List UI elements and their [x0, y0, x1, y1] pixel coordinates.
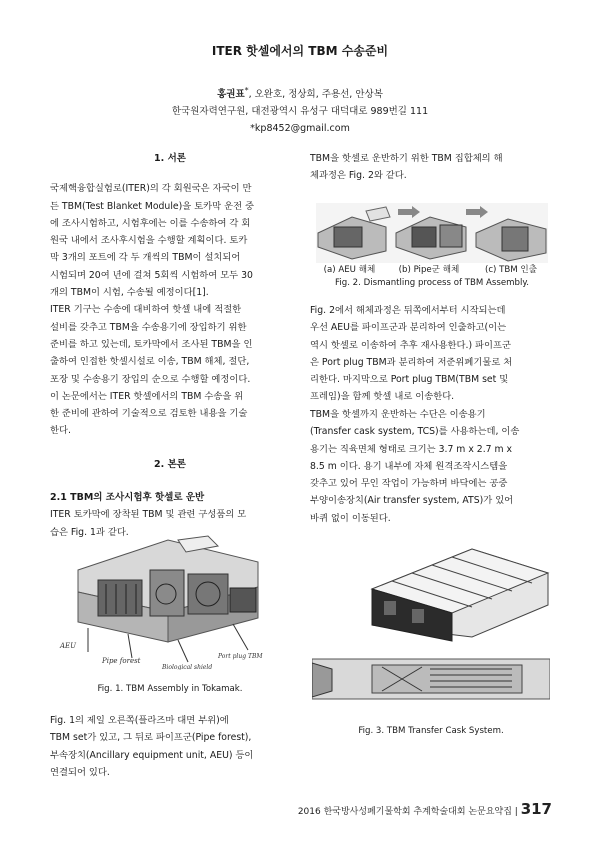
- intro-paragraph-1: [50, 180, 290, 301]
- intro-paragraph-2: [50, 301, 290, 439]
- figure-2b-label: (b) Pipe군 해체: [398, 265, 460, 275]
- paper-title: ITER 핫셀에서의 TBM 수송준비: [211, 44, 389, 58]
- text-line: TBM을 핫셀까지 운반하는 수단은 이송용기: [310, 409, 486, 420]
- fig1-label-aeu: AEU: [60, 642, 77, 650]
- footer-separator: |: [514, 807, 518, 817]
- text-line: 프레임)을 함께 핫셀 내로 이송한다.: [310, 391, 455, 403]
- intro-heading: 1. 서론: [154, 153, 186, 164]
- text-line: 연결되어 있다.: [50, 766, 110, 778]
- page-footer: [298, 800, 552, 818]
- subsection-heading: 2.1 TBM의 조사시험후 핫셀로 운반: [50, 492, 205, 504]
- text-line: 리한다. 마지막으로 Port plug TBM(TBM set 및: [310, 374, 509, 386]
- body-heading: 2. 본론: [154, 458, 186, 470]
- right-paragraph-1: [310, 150, 553, 185]
- text-line: 원국 내에서 조사후시험을 수행할 계획이다. 토카: [50, 235, 248, 247]
- co-authors: , 오완호, 정상희, 주용선, 안상복: [248, 89, 383, 101]
- text-line: 개의 TBM이 시험, 수송될 예정이다[1].: [50, 287, 209, 299]
- text-line: TBM set가 있고, 그 뒤로 파이프군(Pipe forest),: [50, 732, 252, 744]
- text-line: 습은 Fig. 1과 같다.: [50, 526, 129, 538]
- text-line: 국제핵융합실험로(ITER)의 각 회원국은 자국이 만: [50, 183, 252, 195]
- text-line: 든 TBM(Test Blanket Module)을 토카막 운전 중: [50, 200, 254, 212]
- author-block: [0, 82, 600, 137]
- corresponding-mark: *: [244, 86, 249, 95]
- text-line: 한다.: [50, 425, 71, 437]
- author-line: [0, 82, 600, 103]
- text-line: 한 준비에 관하여 기술적으로 검토한 내용을 기술: [50, 408, 248, 420]
- figure-3-caption: Fig. 3. TBM Transfer Cask System.: [358, 726, 504, 736]
- text-line: 시험되며 20여 년에 걸쳐 5회씩 시험하여 모두 30: [50, 269, 253, 281]
- figure-1-caption: Fig. 1. TBM Assembly in Tokamak.: [97, 684, 243, 694]
- text-line: Fig. 2에서 해체과정은 뒤쪽에서부터 시작되는데: [310, 305, 506, 316]
- text-line: 출하여 인접한 핫셀시설로 이송, TBM 해체, 절단,: [50, 356, 250, 368]
- text-line: 부양이송장치(Air transfer system, ATS)가 있어: [310, 495, 514, 507]
- text-line: 역시 핫셀로 이송하여 추후 재사용한다.) 파이프군: [310, 339, 511, 351]
- text-line: 막 3개의 포트에 각 두 개씩의 TBM이 설치되어: [50, 252, 241, 264]
- lead-author: 홍권표: [217, 89, 245, 101]
- text-line: 용기는 직육면체 형태로 크기는 3.7 m x 2.7 m x: [310, 443, 513, 455]
- fig1-label-port-plug: Port plug TBM: [218, 653, 263, 660]
- figure-2-caption: Fig. 2. Dismantling process of TBM Assembly.: [335, 278, 529, 288]
- figure-2c-label: (c) TBM 인출: [484, 265, 538, 275]
- text-line: 체과정은 Fig. 2와 같다.: [310, 170, 407, 182]
- body-paragraph-2: [50, 712, 290, 781]
- text-line: 은 Port plug TBM과 분리하여 저준위폐기물로 처: [310, 356, 513, 368]
- figure-3-transfer-cask: [312, 545, 550, 705]
- text-line: 우선 AEU를 파이프군과 분리하여 인출하고(이는: [310, 322, 507, 334]
- text-line: 부속장치(Ancillary equipment unit, AEU) 등이: [50, 749, 254, 761]
- page-number: 317: [520, 800, 552, 818]
- right-paragraph-3: [310, 406, 553, 527]
- left-column: [50, 150, 290, 541]
- text-line: 포장 및 수송용기 장입의 순으로 수행할 예정이다.: [50, 373, 251, 385]
- email: *kp8452@gmail.com: [250, 123, 350, 135]
- figure-2-dismantling: [316, 203, 548, 263]
- text-line: 준비를 하고 있는데, 토카막에서 조사된 TBM을 인: [50, 338, 253, 350]
- footer-text: 2016 한국방사성폐기물학회 추계학술대회 논문요약집: [297, 807, 512, 817]
- affiliation: 한국원자력연구원, 대전광역시 유성구 대덕대로 989번길 111: [171, 106, 429, 118]
- text-line: ITER 토카막에 장착된 TBM 및 관련 구성품의 모: [50, 509, 247, 521]
- text-line: 에 조사시험하고, 시험후에는 이를 수송하여 각 회: [50, 217, 251, 229]
- text-line: 갖추고 있어 무인 작업이 가능하며 바닥에는 공중: [310, 478, 508, 490]
- figure-2a-label: (a) AEU 해체: [323, 265, 376, 275]
- text-line: TBM을 핫셀로 운반하기 위한 TBM 집합체의 해: [310, 153, 503, 164]
- text-line: 이 논문에서는 ITER 핫셀에서의 TBM 수송을 위: [50, 390, 244, 402]
- text-line: (Transfer cask system, TCS)를 사용하는데, 이송: [310, 426, 520, 438]
- figure-1-tbm-assembly: [58, 532, 280, 670]
- fig1-label-shield: Biological shield: [162, 664, 213, 670]
- right-paragraph-2: [310, 302, 553, 406]
- fig1-label-pipe-forest: Pipe forest: [102, 657, 141, 665]
- text-line: Fig. 1의 제일 오른쪽(플라즈마 대면 부위)에: [50, 715, 229, 726]
- text-line: 8.5 m 이다. 용기 내부에 자체 원격조작시스템을: [310, 460, 508, 472]
- text-line: 설비를 갖추고 TBM을 수송용기에 장입하기 위한: [50, 321, 247, 333]
- text-line: ITER 기구는 수송에 대비하여 핫셀 내에 적절한: [50, 304, 242, 316]
- right-column: [310, 150, 553, 185]
- text-line: 바퀴 없이 이동된다.: [310, 512, 391, 524]
